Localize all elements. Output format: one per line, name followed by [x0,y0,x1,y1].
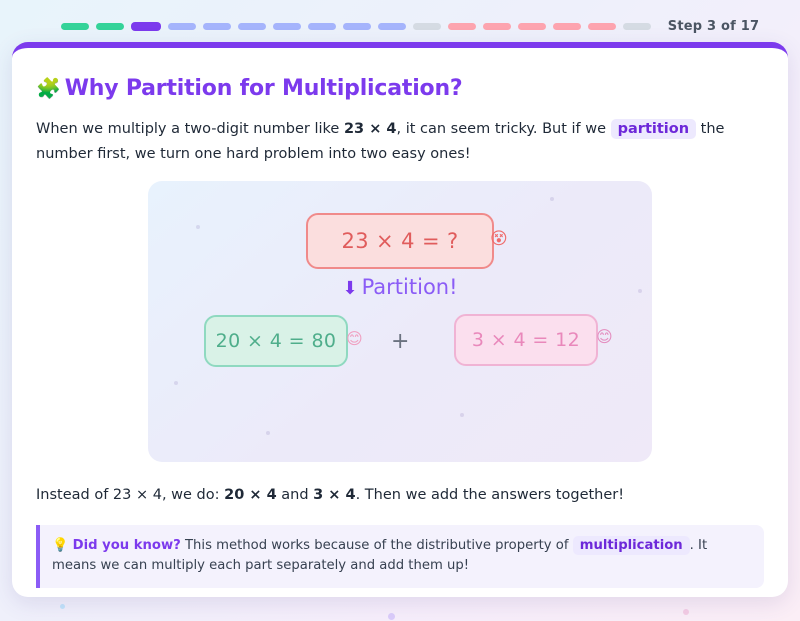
right-part-box: 3 × 4 = 12 [454,314,598,366]
lightbulb-icon: 💡 [52,538,69,554]
progress-bar [0,0,800,34]
outro-bold-2: 3 × 4 [313,486,356,503]
progress-segment [588,23,616,30]
progress-segment [448,23,476,30]
page-title [36,76,764,101]
intro-text-2: , it can seem tricky. But if we [396,121,611,137]
background-dot [683,609,689,615]
progress-segment-current [131,22,161,31]
intro-paragraph [36,117,758,167]
progress-segment [168,23,196,30]
intro-text-3: the number first, we turn one hard problem into two easy ones! [36,121,725,162]
intro-text-1: When we multiply a two-digit number like [36,121,344,137]
outro-bold-1: 20 × 4 [224,486,277,503]
decorative-spark [460,413,464,417]
progress-segment [61,23,89,30]
did-you-know-note [36,525,764,588]
down-arrow-icon: ⬇ [342,277,358,299]
progress-segment [553,23,581,30]
progress-segment [413,23,441,30]
decorative-spark [174,381,178,385]
outro-text-1: Instead of 23 × 4, we do: [36,486,225,503]
decorative-spark [550,197,554,201]
problem-box: 23 × 4 = ? [306,213,494,269]
note-text-1: This method works because of the distributive property of [180,538,573,554]
progress-segment [518,23,546,30]
outro-text-2: and [276,486,314,503]
partition-label-row [148,275,652,299]
multiplication-chip: multiplication [573,536,690,555]
outro-paragraph [36,484,764,507]
intro-bold-1: 23 × 4 [343,121,397,137]
note-body [52,536,750,576]
background-dot [388,613,395,620]
partition-diagram [148,181,652,462]
note-heading: Did you know? [72,538,181,554]
progress-segment [308,23,336,30]
dizzy-face-icon: 😵 [490,228,508,249]
decorative-spark [196,225,200,229]
outro-text-3: . Then we add the answers together! [355,486,625,503]
page-title-text: Why Partition for Multiplication? [64,76,463,101]
plus-operator: + [391,328,410,354]
progress-segment [343,23,371,30]
puzzle-icon: 🧩 [36,76,61,100]
decorative-spark [266,431,270,435]
note-text-2: . It means we can multiply each part separately and add them up! [52,538,708,573]
progress-segment [273,23,301,30]
left-part-box: 20 × 4 = 80 [204,315,348,367]
progress-segment [238,23,266,30]
progress-segment [96,23,124,30]
progress-segment [623,23,651,30]
partition-chip: partition [611,119,696,139]
partition-label: Partition! [361,274,458,299]
background-dot [60,604,65,609]
smiley-face-icon-left: 😊 [346,328,363,348]
progress-segment [483,23,511,30]
step-counter-label: Step 3 of 17 [667,19,760,34]
lesson-card [12,42,788,597]
smiley-face-icon-right: 😊 [596,326,613,346]
progress-segment [203,23,231,30]
progress-segment [378,23,406,30]
